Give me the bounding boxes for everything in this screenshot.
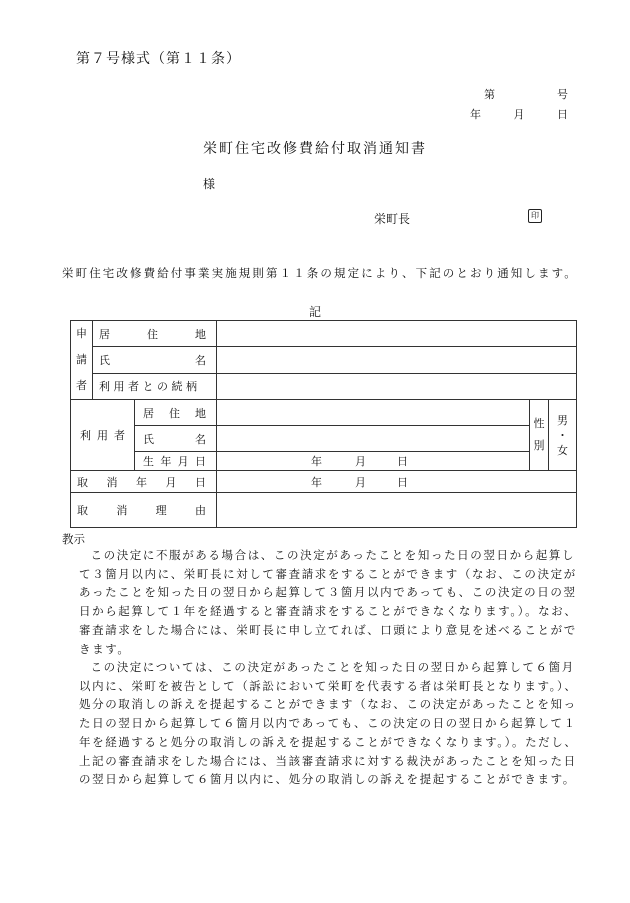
applicant-name-label — [93, 347, 217, 373]
applicant-group-char: 者 — [76, 379, 87, 392]
label-char: 日 — [195, 475, 206, 489]
applicant-relation-field[interactable] — [217, 373, 577, 399]
kyouji-paragraph-1-text: この決定に不服がある場合は、この決定があったことを知った日の翌日から起算して３箇月以内に、栄町長に対して審査請求をすることができます（なお、この決定があったことを知った日の翌日から起算して３箇月以内であっても、この決定の日の翌日から起算して１年を経過すると審査請求をすることができなくなります。）。なお、審査請求をした場合には、栄町長に申し立てれば、口頭により意見を述べることができます。 — [79, 548, 578, 656]
label-char: 生 — [143, 455, 154, 468]
label-char: 消 — [106, 475, 118, 489]
applicant-address-label — [93, 321, 217, 347]
label-char: 由 — [194, 504, 206, 517]
document-number-suffix: 号 — [557, 88, 568, 101]
label-char: 年 — [136, 475, 147, 489]
applicant-group-char: 申 — [76, 327, 87, 340]
form-number-label: 第７号様式（第１１条） — [76, 51, 241, 67]
applicant-relation-label — [93, 373, 217, 399]
label-char: 月 — [165, 475, 177, 489]
cancel-date-label — [71, 471, 217, 493]
sex-option-separator: ・ — [557, 428, 568, 442]
label-char: 名 — [195, 432, 206, 446]
user-address-field[interactable] — [217, 400, 530, 426]
issuer-name: 栄町長 — [374, 212, 411, 226]
cancel-date-field[interactable] — [217, 471, 577, 493]
notice-form-table — [70, 320, 577, 528]
user-birth-field[interactable] — [217, 452, 530, 471]
cancel-year-unit: 年 — [311, 475, 322, 489]
label-char: 地 — [195, 406, 206, 420]
ki-marker: 記 — [308, 305, 321, 319]
kyouji-heading: 教示 — [62, 532, 85, 546]
label-char: 消 — [116, 504, 128, 517]
cancel-day-unit: 日 — [397, 475, 408, 489]
label-char: 取 — [77, 475, 88, 489]
user-group-label — [71, 400, 135, 471]
seal-mark: 印 — [528, 209, 542, 223]
applicant-name-field[interactable] — [217, 347, 577, 373]
relation-label-text: 利用者との続柄 — [99, 380, 201, 394]
sex-option-female[interactable]: 女 — [557, 443, 568, 457]
label-char: 氏 — [99, 353, 110, 367]
label-char: 性 — [533, 417, 545, 430]
label-char: 居 — [143, 406, 154, 420]
applicant-address-field[interactable] — [217, 321, 577, 347]
cancel-month-unit: 月 — [355, 475, 366, 489]
document-number-row — [470, 84, 568, 104]
label-char: 地 — [195, 327, 206, 341]
label-char: 取 — [77, 504, 88, 517]
document-number-date — [470, 84, 568, 124]
label-char: 者 — [114, 429, 125, 442]
label-char: 用 — [97, 429, 108, 442]
sex-options[interactable] — [549, 400, 577, 471]
issue-date-row — [470, 104, 568, 124]
kyouji-paragraph-2-text: この決定については、この決定があったことを知った日の翌日から起算して６箇月以内に、栄町を被告として（訴訟において栄町を代表する者は栄町長となります。）、処分の取消しの訴えを提起することができます（なお、この決定があったことを知った日の翌日から起算して６箇月以内であっても、この決定の日の翌日から起算して１年を経過すると処分の取消しの訴えを提起することができなくなります。）。ただし、上記の審査請求をした場合には、当該審査請求に対する裁決があったことを知った日の翌日から起算して６箇月以内に、処分の取消しの訴えを提起することができます。 — [79, 660, 578, 787]
label-char: 別 — [533, 439, 545, 452]
sex-label — [530, 400, 549, 471]
kyouji-paragraph-1 — [79, 546, 584, 658]
kyouji-paragraph-2 — [79, 658, 584, 789]
label-char: 名 — [195, 353, 206, 367]
issue-date-month: 月 — [513, 108, 525, 121]
label-char: 利 — [80, 429, 91, 442]
sex-option-male[interactable]: 男 — [557, 413, 568, 427]
applicant-group-label — [71, 321, 93, 400]
cancel-reason-label — [71, 493, 217, 528]
birth-month-unit: 月 — [355, 455, 366, 468]
label-char: 日 — [194, 455, 206, 468]
addressee-suffix: 様 — [203, 177, 216, 191]
label-char: 月 — [177, 455, 189, 468]
label-char: 年 — [160, 455, 172, 468]
birth-year-unit: 年 — [311, 455, 322, 468]
label-char: 住 — [169, 406, 180, 420]
user-name-field[interactable] — [217, 426, 530, 452]
user-name-label — [135, 426, 217, 452]
document-number-prefix: 第 — [484, 88, 495, 101]
label-char: 氏 — [143, 432, 154, 446]
user-address-label — [135, 400, 217, 426]
intro-text: 栄町住宅改修費給付事業実施規則第１１条の規定により、下記のとおり通知します。 — [62, 266, 578, 280]
document-title: 栄町住宅改修費給付取消通知書 — [203, 141, 427, 157]
applicant-group-char: 請 — [76, 353, 87, 366]
label-char: 理 — [155, 504, 167, 517]
label-char: 居 — [99, 327, 110, 341]
user-birth-label — [135, 452, 217, 471]
issue-date-year: 年 — [470, 108, 481, 121]
cancel-reason-field[interactable] — [217, 493, 577, 528]
label-char: 住 — [147, 327, 158, 341]
birth-day-unit: 日 — [397, 455, 408, 468]
issue-date-day: 日 — [557, 108, 568, 121]
